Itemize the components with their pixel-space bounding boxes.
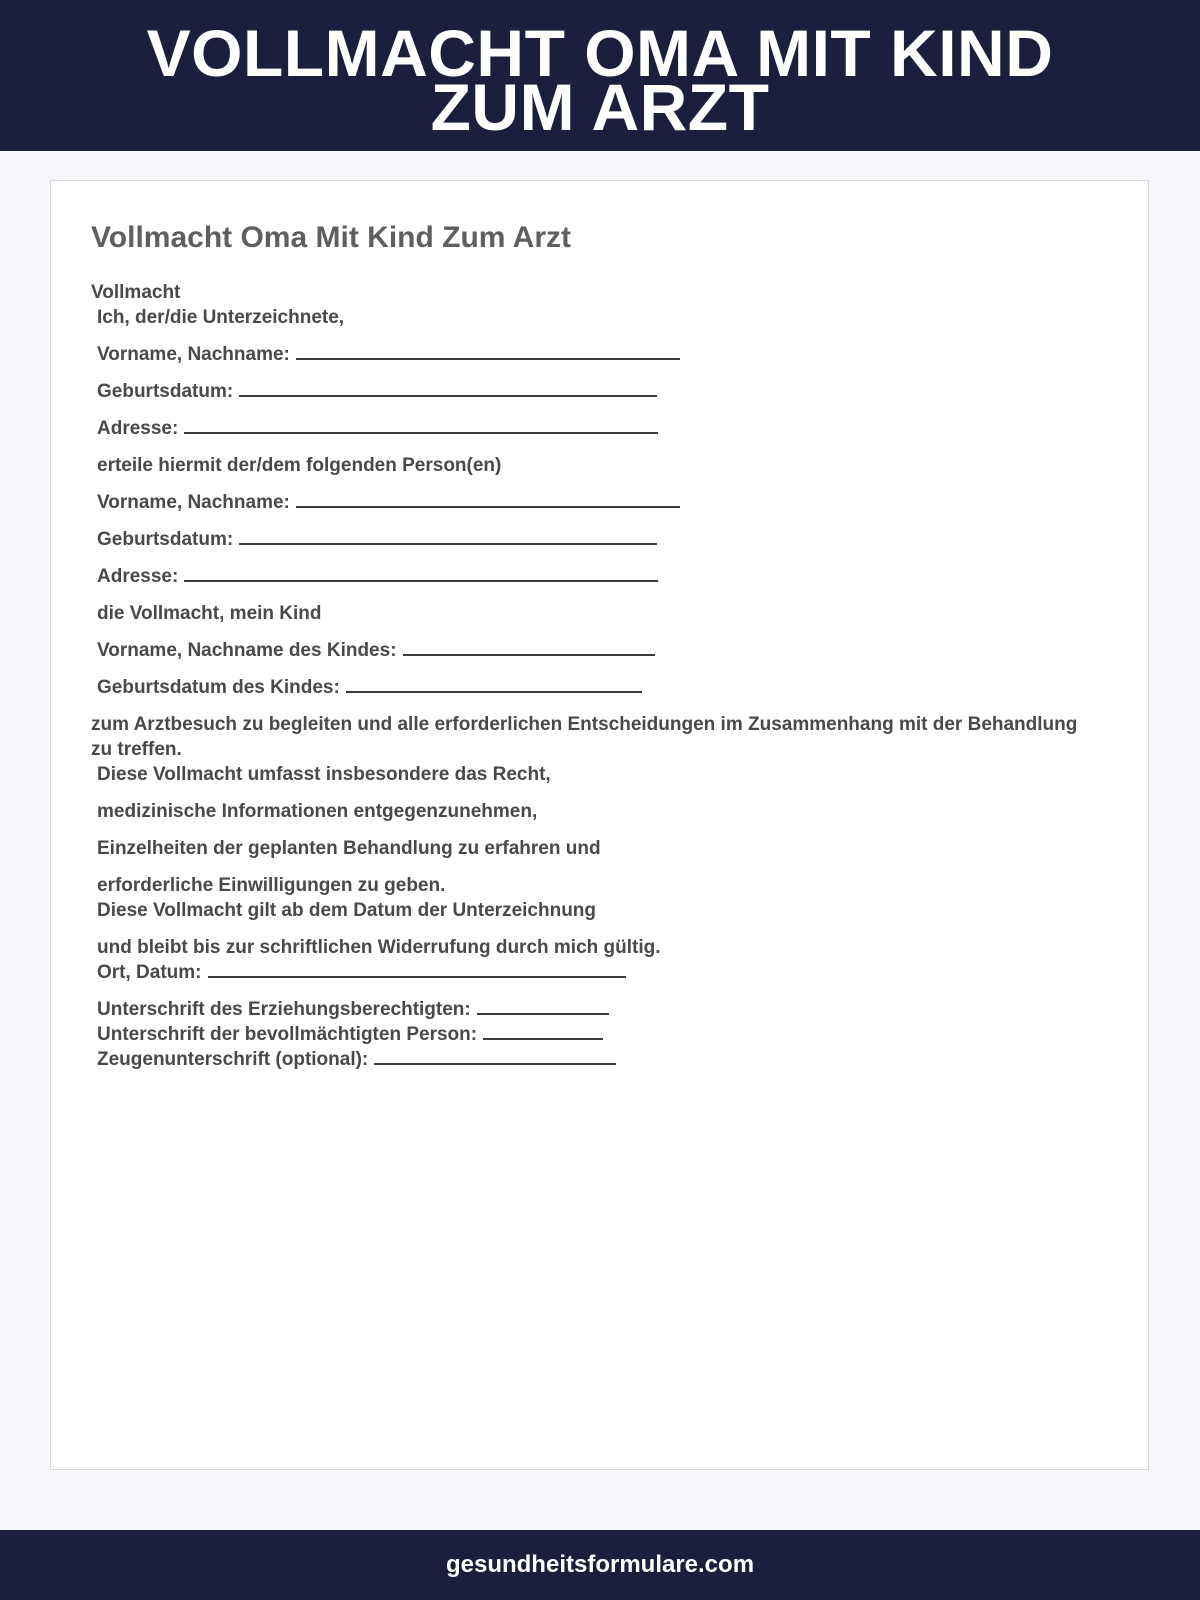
document-body: [91, 280, 1101, 1072]
validity-line: und bleibt bis zur schriftlichen Widerrufung durch mich gültig.: [97, 937, 661, 958]
purpose-text: zum Arztbesuch zu begleiten und alle erforderlichen Entscheidungen im Zusammenhang mit der Behandlung zu treffen.: [91, 714, 1078, 760]
grantor-address-field[interactable]: Adresse:: [91, 416, 1101, 441]
agent-name-blank[interactable]: [296, 492, 680, 508]
guardian-signature-field[interactable]: Unterschrift des Erziehungsberechtigten:: [91, 997, 1101, 1022]
grantor-name-field[interactable]: Vorname, Nachname:: [91, 342, 1101, 367]
agent-birth-blank[interactable]: [239, 529, 657, 545]
witness-signature-blank[interactable]: [374, 1049, 616, 1065]
document-sheet: [50, 180, 1149, 1470]
child-birth-blank[interactable]: [346, 677, 642, 693]
header-banner: [0, 0, 1200, 151]
guardian-signature-blank[interactable]: [477, 999, 609, 1015]
agent-signature-blank[interactable]: [483, 1024, 603, 1040]
intro-text: Ich, der/die Unterzeichnete,: [97, 307, 345, 328]
child-name-blank[interactable]: [403, 640, 655, 656]
agent-address-blank[interactable]: [184, 566, 658, 582]
place-date-blank[interactable]: [208, 962, 626, 978]
scope-line: medizinische Informationen entgegenzunehmen,: [97, 801, 538, 822]
grant-text: erteile hiermit der/dem folgenden Person(en): [97, 455, 502, 476]
document-title: Vollmacht Oma Mit Kind Zum Arzt: [91, 221, 572, 254]
banner-title: VOLLMACHT OMA MIT KIND ZUM ARZT: [146, 15, 1054, 144]
footer-banner: [0, 1530, 1200, 1600]
grantor-address-blank[interactable]: [184, 418, 658, 434]
footer-site-link[interactable]: gesundheitsformulare.com: [445, 1551, 755, 1578]
agent-signature-field[interactable]: Unterschrift der bevollmächtigten Person:: [91, 1022, 1101, 1047]
child-birth-field[interactable]: Geburtsdatum des Kindes:: [91, 675, 1101, 700]
agent-name-field[interactable]: Vorname, Nachname:: [91, 490, 1101, 515]
validity-line: Diese Vollmacht gilt ab dem Datum der Unterzeichnung: [97, 900, 597, 921]
document-heading: Vollmacht: [91, 282, 181, 303]
grantor-name-blank[interactable]: [296, 344, 680, 360]
scope-line: Einzelheiten der geplanten Behandlung zu erfahren und: [97, 838, 601, 859]
place-date-field[interactable]: Ort, Datum:: [91, 960, 1101, 985]
child-intro-text: die Vollmacht, mein Kind: [97, 603, 322, 624]
agent-birth-field[interactable]: Geburtsdatum:: [91, 527, 1101, 552]
agent-address-field[interactable]: Adresse:: [91, 564, 1101, 589]
child-name-field[interactable]: Vorname, Nachname des Kindes:: [91, 638, 1101, 663]
scope-line: erforderliche Einwilligungen zu geben.: [97, 875, 446, 896]
grantor-birth-field[interactable]: Geburtsdatum:: [91, 379, 1101, 404]
grantor-birth-blank[interactable]: [239, 381, 657, 397]
scope-line: Diese Vollmacht umfasst insbesondere das Recht,: [97, 764, 551, 785]
witness-signature-field[interactable]: Zeugenunterschrift (optional):: [91, 1047, 1101, 1072]
